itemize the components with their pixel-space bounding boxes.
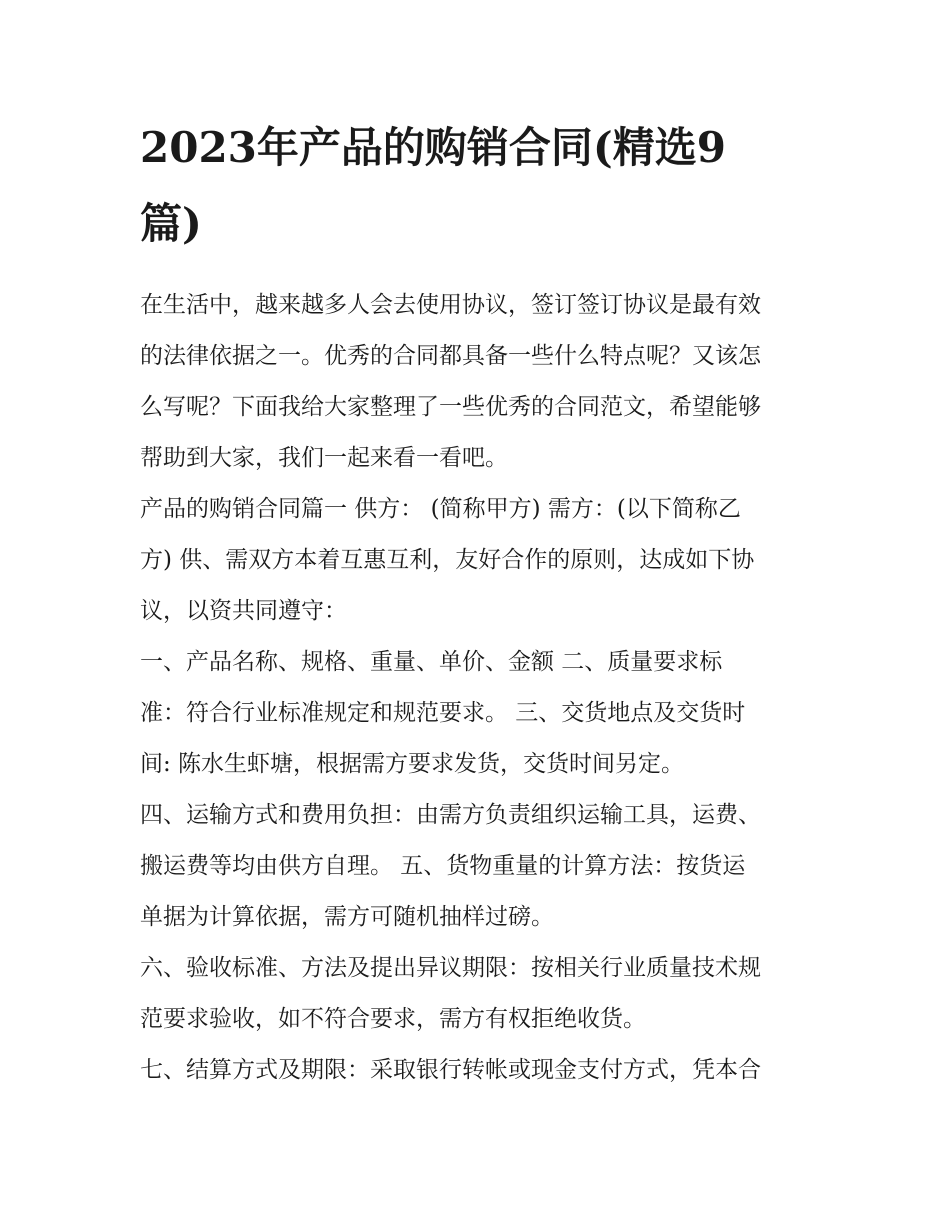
text-line: 七、结算方式及期限：采取银行转帐或现金支付方式，凭本合 [140, 1057, 761, 1083]
text-line: 间: 陈水生虾塘，根据需方要求发货，交货时间另定。 [140, 751, 685, 777]
text-line: 范要求验收，如不符合要求，需方有权拒绝收货。 [140, 1006, 646, 1032]
document-title [140, 110, 820, 262]
text-line: 帮助到大家，我们一起来看一看吧。 [140, 445, 508, 471]
text-line: 的法律依据之一。优秀的合同都具备一些什么特点呢？又该怎 [140, 343, 761, 369]
clauses-1-3-paragraph [140, 637, 820, 790]
clause-6-paragraph [140, 943, 820, 1045]
text-line: 准：符合行业标准规定和规范要求。 三、交货地点及交货时 [140, 700, 746, 726]
text-line: 六、验收标准、方法及提出异议期限：按相关行业质量技术规 [140, 955, 761, 981]
text-line: 在生活中，越来越多人会去使用协议，签订签订协议是最有效 [140, 292, 761, 318]
clauses-4-5-paragraph [140, 790, 820, 943]
text-line: 么写呢？下面我给大家整理了一些优秀的合同范文，希望能够 [140, 394, 761, 420]
text-line: 议，以资共同遵守： [140, 598, 347, 624]
clause-7-paragraph [140, 1045, 820, 1096]
intro-paragraph [140, 280, 820, 484]
title-line: 2023年产品的购销合同(精选9 [140, 123, 726, 172]
contract-header-paragraph [140, 484, 820, 637]
text-line: 产品的购销合同篇一 供方： (简称甲方) 需方：(以下简称乙 [140, 496, 741, 522]
text-line: 四、运输方式和费用负担：由需方负责组织运输工具，运费、 [140, 802, 761, 828]
text-line: 单据为计算依据，需方可随机抽样过磅。 [140, 904, 554, 930]
text-line: 方) 供、需双方本着互惠互利，友好合作的原则，达成如下协 [140, 547, 755, 573]
document-page [140, 110, 820, 1096]
text-line: 搬运费等均由供方自理。 五、货物重量的计算方法：按货运 [140, 853, 746, 879]
text-line: 一、产品名称、规格、重量、单价、金额 二、质量要求标 [140, 649, 723, 675]
title-line: 篇) [140, 199, 202, 248]
